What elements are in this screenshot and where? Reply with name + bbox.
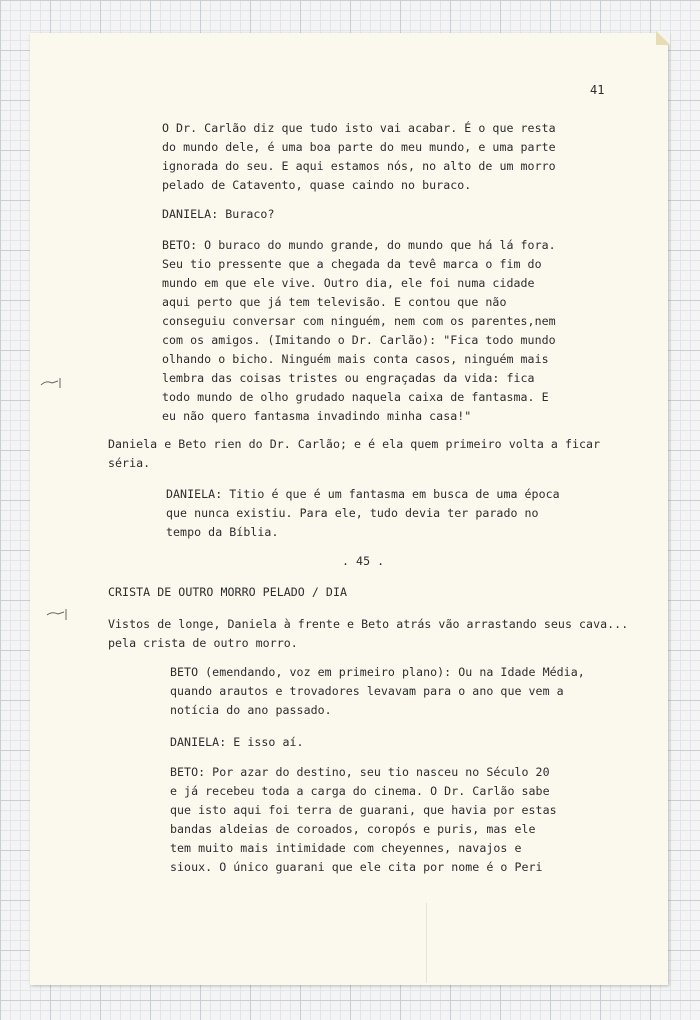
text-line: sioux. O único guarani que ele cita por nome é o Peri xyxy=(170,860,543,874)
text-line: tem muito mais intimidade com cheyennes, navajos e xyxy=(170,841,522,855)
text-line: O Dr. Carlão diz que tudo isto vai acabar. É o que resta xyxy=(162,121,556,135)
dialogue-line: BETO: O buraco do mundo grande, do mundo que há lá fora. xyxy=(162,238,556,252)
text-line: e já recebeu toda a carga do cinema. O Dr. Carlão sabe xyxy=(170,784,550,798)
text-line: aqui perto que já tem televisão. E contou que não xyxy=(162,295,507,309)
text-line: mundo em que ele vive. Outro dia, ele foi numa cidade xyxy=(162,276,535,290)
action-line: Vistos de longe, Daniela à frente e Beto atrás vão arrastando seus cava... xyxy=(108,617,629,631)
margin-pencil-mark xyxy=(40,376,66,393)
dialogue-line: DANIELA: Buraco? xyxy=(162,207,275,221)
text-line: tempo da Bíblia. xyxy=(166,525,279,539)
margin-pencil-mark xyxy=(46,608,72,625)
page-number: 41 xyxy=(590,83,605,97)
text-line: pelado de Catavento, quase caindo no buraco. xyxy=(162,178,472,192)
script-page xyxy=(30,33,668,985)
text-line: que nunca existiu. Para ele, tudo devia ter parado no xyxy=(166,506,539,520)
dialogue-line: DANIELA: E isso aí. xyxy=(170,735,304,749)
action-line: Daniela e Beto rien do Dr. Carlão; e é ela quem primeiro volta a ficar xyxy=(108,437,601,451)
text-line: que isto aqui foi terra de guarani, que havia por estas xyxy=(170,803,557,817)
text-line: com os amigos. (Imitando o Dr. Carlão): "Fica todo mundo xyxy=(162,333,556,347)
dialogue-line: BETO (emendando, voz em primeiro plano): Ou na Idade Média, xyxy=(170,665,585,679)
text-line: olhando o bicho. Ninguém mais conta casos, ninguém mais xyxy=(162,352,549,366)
action-line: pela crista de outro morro. xyxy=(108,636,298,650)
text-line: todo mundo de olho grudado naquela caixa de fantasma. E xyxy=(162,390,549,404)
action-line: séria. xyxy=(108,456,151,470)
text-line: Seu tio pressente que a chegada da tevê marca o fim do xyxy=(162,257,542,271)
text-line: ignorada do seu. E aqui estamos nós, no alto de um morro xyxy=(162,159,556,173)
text-line: do mundo dele, é uma boa parte do meu mundo, e uma parte xyxy=(162,140,556,154)
text-line: notícia do ano passado. xyxy=(170,703,332,717)
scene-number: . 45 . xyxy=(342,554,385,568)
dialogue-line: BETO: Por azar do destino, seu tio nasceu no Século 20 xyxy=(170,765,550,779)
dialogue-line: DANIELA: Titio é que é um fantasma em busca de uma época xyxy=(166,487,560,501)
text-line: eu não quero fantasma invadindo minha casa!" xyxy=(162,409,472,423)
scene-heading: CRISTA DE OUTRO MORRO PELADO / DIA xyxy=(108,585,348,599)
text-line: conseguiu conversar com ninguém, nem com os parentes,nem xyxy=(162,314,556,328)
text-line: quando arautos e trovadores levavam para o ano que vem a xyxy=(170,684,564,698)
page-corner xyxy=(656,31,670,45)
text-line: lembra das coisas tristes ou engraçadas da vida: fica xyxy=(162,371,535,385)
text-line: bandas aldeias de coroados, coropós e puris, mas ele xyxy=(170,822,536,836)
